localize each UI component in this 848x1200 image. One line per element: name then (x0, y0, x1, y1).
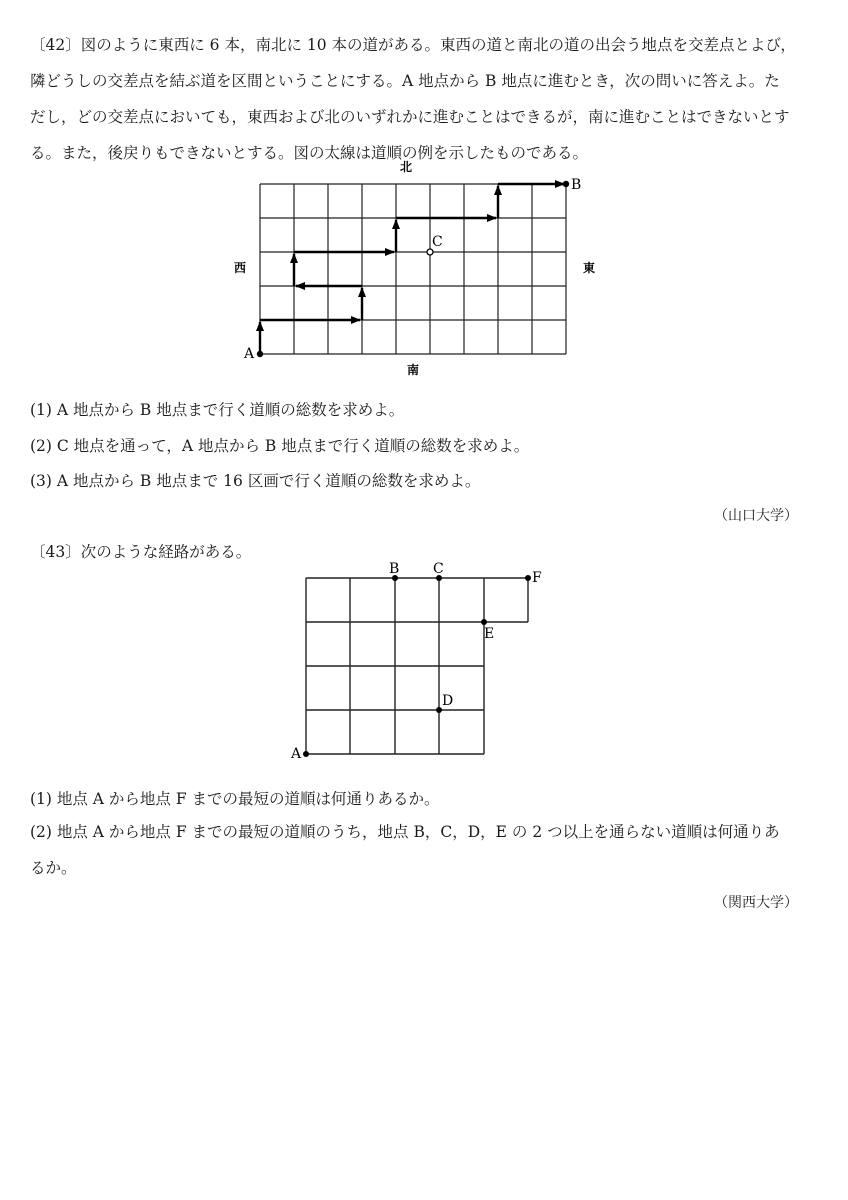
point-e-label: E (484, 626, 495, 642)
point-a-label: A (244, 346, 255, 362)
point-f-label: F (532, 570, 542, 586)
north-label: 北 (399, 160, 413, 174)
problem-43-grid-figure (285, 560, 565, 770)
point-b-marker (563, 181, 569, 187)
point-b-label: B (389, 561, 400, 577)
south-label: 南 (406, 363, 420, 377)
problem-42-line: だし，どの交差点においても，東西および北のいずれかに進むことはできるが，南に進むことはできないとす (30, 108, 790, 126)
problem-43-intro: 〔43〕次のような経路がある。 (30, 543, 252, 561)
point-e-marker (481, 619, 487, 625)
problem-42-question-1: (1) A 地点から B 地点まで行く道順の総数を求めよ。 (30, 401, 405, 419)
point-a-marker (257, 351, 263, 357)
problem-42-question-2: (2) C 地点を通って，A 地点から B 地点まで行く道順の総数を求めよ。 (30, 437, 530, 455)
point-a-marker (303, 751, 309, 757)
point-b-label: B (571, 177, 582, 193)
grid-lines (306, 578, 528, 754)
point-a-label: A (291, 746, 302, 762)
problem-42-line: る。また，後戻りもできないとする。図の太線は道順の例を示したものである。 (30, 144, 589, 162)
grid-lines (260, 184, 566, 354)
problem-42-source: （山口大学） (714, 508, 798, 524)
point-c-label: C (433, 561, 444, 577)
example-route-path (260, 184, 564, 354)
problem-42-grid-figure (225, 157, 625, 382)
problem-43-question-2 (30, 814, 820, 886)
problem-43-source: （関西大学） (714, 895, 798, 911)
problem-42-line: 〔42〕図のように東西に 6 本，南北に 10 本の道がある。東西の道と南北の道の出会う地点を交差点とよび， (30, 36, 796, 54)
point-f-marker (525, 575, 531, 581)
point-c-label: C (432, 234, 443, 250)
east-label: 東 (582, 261, 596, 275)
point-d-label: D (442, 693, 454, 709)
problem-42-question-3: (3) A 地点から B 地点まで 16 区画で行く道順の総数を求めよ。 (30, 472, 481, 490)
problem-42-line: 隣どうしの交差点を結ぶ道を区間ということにする。A 地点から B 地点に進むとき，次の問いに答えよ。た (30, 72, 780, 90)
problem-42-statement (30, 27, 820, 171)
problem-43-question-2-line: るか。 (30, 859, 77, 877)
problem-43-question-2-line: (2) 地点 A から地点 F までの最短の道順のうち，地点 B，C，D，E の 2 つ以上を通らない道順は何通りあ (30, 823, 780, 841)
west-label: 西 (233, 261, 247, 275)
problem-43-question-1: (1) 地点 A から地点 F までの最短の道順は何通りあるか。 (30, 790, 440, 808)
